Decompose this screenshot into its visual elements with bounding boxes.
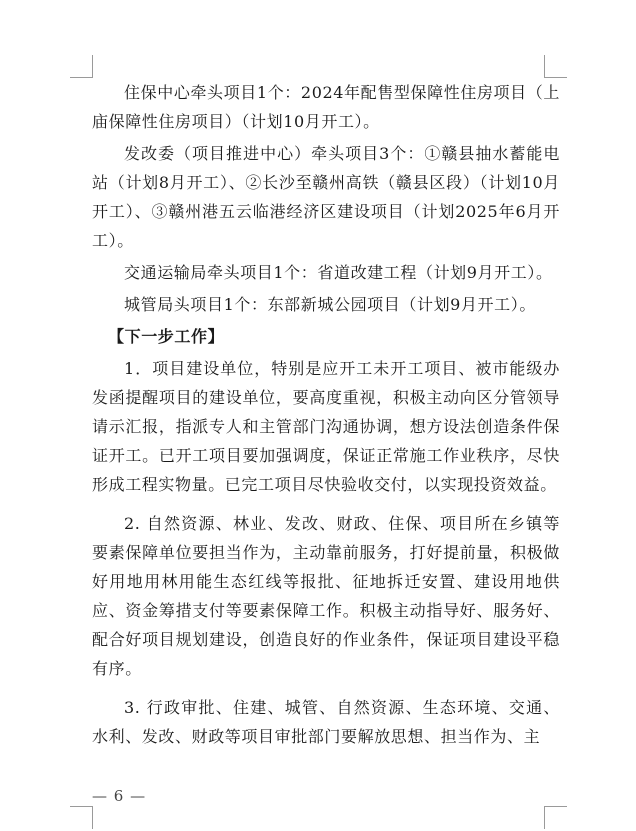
paragraph-item-1: 1．项目建设单位，特别是应开工未开工项目、被市能级办发函提醒项目的建设单位，要高度重视，积极主动向区分管领导请示汇报，指派专人和主管部门沟通协调，想方设法创造条件保证开工。已开工项目要加强调度，保证正常施工作业秩序，尽快形成工程实物量。已完工项目尽快验收交付，以实现投资效益。 [92,359,560,494]
paragraph-item-3: 3. 行政审批、住建、城管、自然资源、生态环境、交通、水利、发改、财政等项目审批部门要解放思想、担当作为、主 [92,698,560,746]
document-body [92,78,560,751]
paragraph-development-reform: 发改委（项目推进中心）牵头项目3个：①赣县抽水蓄能电站（计划8月开工）、②长沙至赣州高铁（赣县区段）（计划10月开工）、③赣州港五云临港经济区建设项目（计划2025年6月开工）。 [92,144,560,250]
paragraph-transport-bureau: 交通运输局牵头项目1个：省道改建工程（计划9月开工）。 [124,263,553,282]
corner-mark-bottom-left [70,806,93,829]
section-heading-next-steps: 【下一步工作】 [108,327,225,346]
corner-mark-bottom-right [544,806,567,829]
paragraph-urban-management: 城管局头项目1个：东部新城公园项目（计划9月开工）。 [124,295,536,314]
corner-mark-top-right [544,55,567,78]
paragraph-item-2: 2. 自然资源、林业、发改、财政、住保、项目所在乡镇等要素保障单位要担当作为，主动靠前服务，打好提前量，积极做好用地用林用能生态红线等报批、征地拆迁安置、建设用地供应、资金筹措支付等要素保障工作。积极主动指导好、服务好、配合好项目规划建设，创造良好的作业条件，保证项目建设平稳有序。 [92,514,560,678]
page-number: — 6 — [92,787,147,805]
corner-mark-top-left [70,55,93,78]
paragraph-housing-center: 住保中心牵头项目1个：2024年配售型保障性住房项目（上庙保障性住房项目）（计划10月开工）。 [92,83,560,131]
